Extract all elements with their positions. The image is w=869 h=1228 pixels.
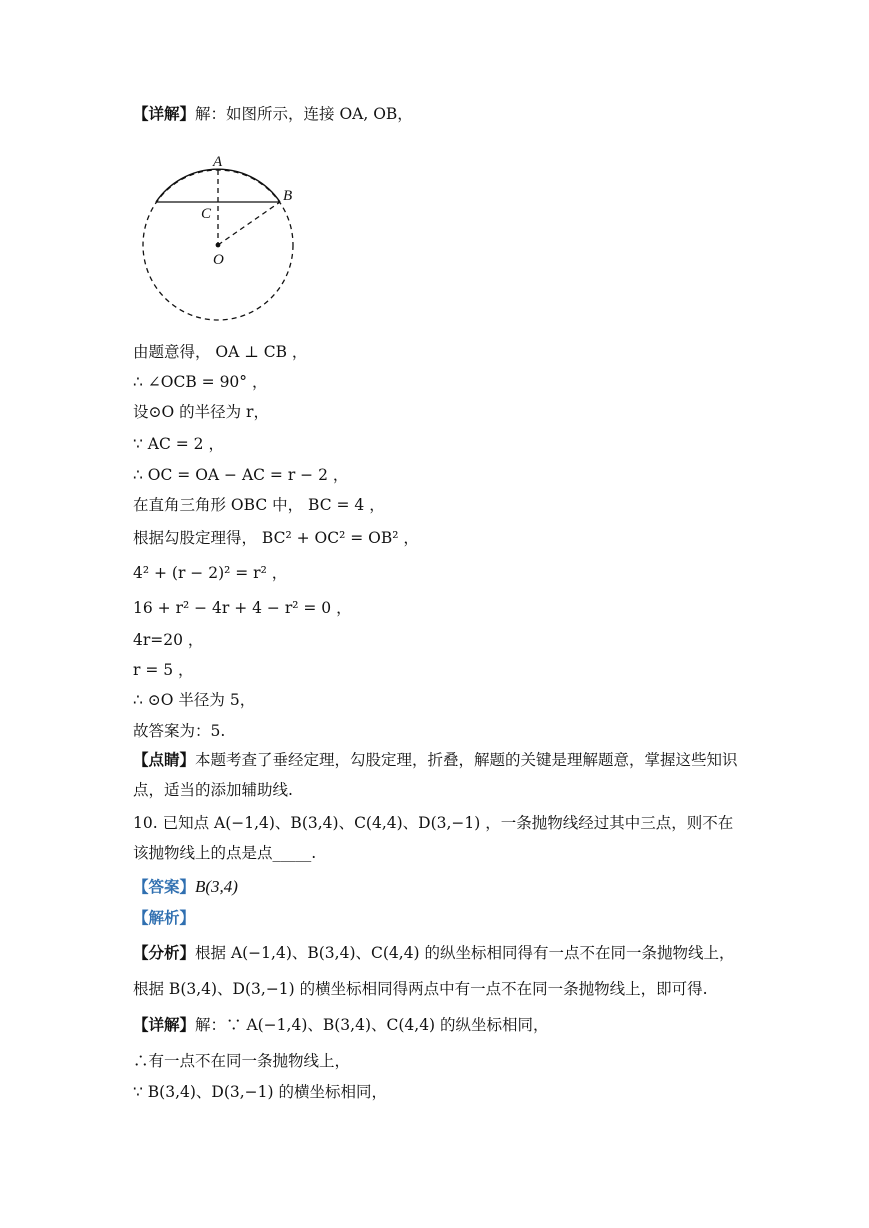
line-13: ∴ ⊙O 半径为 5， [133,691,256,709]
analysis-tag: 【解析】 [133,908,196,927]
fenxi-tag: 【分析】 [133,943,196,962]
answer-tag: 【答案】 [133,877,196,896]
analysis-line-1 [133,943,735,963]
line-9: 4² + (r − 2)² = r² ， [133,564,288,582]
line-5: ∵ AC = 2 ， [133,435,224,453]
detail-line-1 [133,1015,549,1035]
line-10: 16 + r² − 4r + 4 − r² = 0 ， [133,599,352,617]
answer-line [133,877,238,897]
detail-line-2: ∴有一点不在同一条抛物线上， [133,1052,351,1070]
line-14: 故答案为：5. [133,722,226,740]
line-text: 解：如图所示，连接 OA, OB， [195,105,413,123]
line-7: 在直角三角形 OBC 中， BC = 4 ， [133,496,385,514]
line-8: 根据勾股定理得， BC² + OC² = OB² ， [133,529,419,547]
label-a: A [213,154,223,170]
line-12: r = 5 ， [133,661,194,679]
line-6: ∴ OC = OA − AC = r − 2 ， [133,466,349,484]
center-point [216,243,221,248]
analysis-heading [133,908,195,928]
question-10 [133,808,743,868]
line-2: 由题意得， OA ⊥ CB ， [133,343,308,361]
label-o: O [213,252,224,268]
detail-text-2: 解：∵ A(−1,4)、B(3,4)、C(4,4) 的纵坐标相同， [195,1016,549,1034]
geometry-figure [133,150,303,330]
fenxi-text: 根据 A(−1,4)、B(3,4)、C(4,4) 的纵坐标相同得有一点不在同一条抛物线上， [195,944,735,962]
line-11: 4r=20 ， [133,631,204,649]
line-3: ∴ ∠OCB = 90° ， [133,373,268,391]
remark-paragraph [133,745,743,805]
remark-text: 本题考查了垂经定理，勾股定理，折叠，解题的关键是理解题意，掌握这些知识点，适当的添加辅助线. [133,751,738,799]
detail-line-3: ∵ B(3,4)、D(3,−1) 的横坐标相同， [133,1083,388,1101]
label-c: C [201,206,212,222]
segment-ob [218,202,280,245]
remark-tag: 【点睛】 [133,750,196,769]
detail-tag: 【详解】 [133,104,196,123]
circle-diagram [133,150,303,330]
label-b: B [283,188,293,204]
answer-text: B(3,4) [195,877,238,896]
question-text: 10. 已知点 A(−1,4)、B(3,4)、C(4,4)、D(3,−1) ，一条抛物线经过其中三点，则不在该抛物线上的点是点_____. [133,814,734,862]
detail-tag-2: 【详解】 [133,1015,196,1034]
line-1 [133,104,413,124]
analysis-line-2: 根据 B(3,4)、D(3,−1) 的横坐标相同得两点中有一点不在同一条抛物线上，即可得. [133,980,708,998]
line-4: 设⊙O 的半径为 r， [133,403,269,421]
